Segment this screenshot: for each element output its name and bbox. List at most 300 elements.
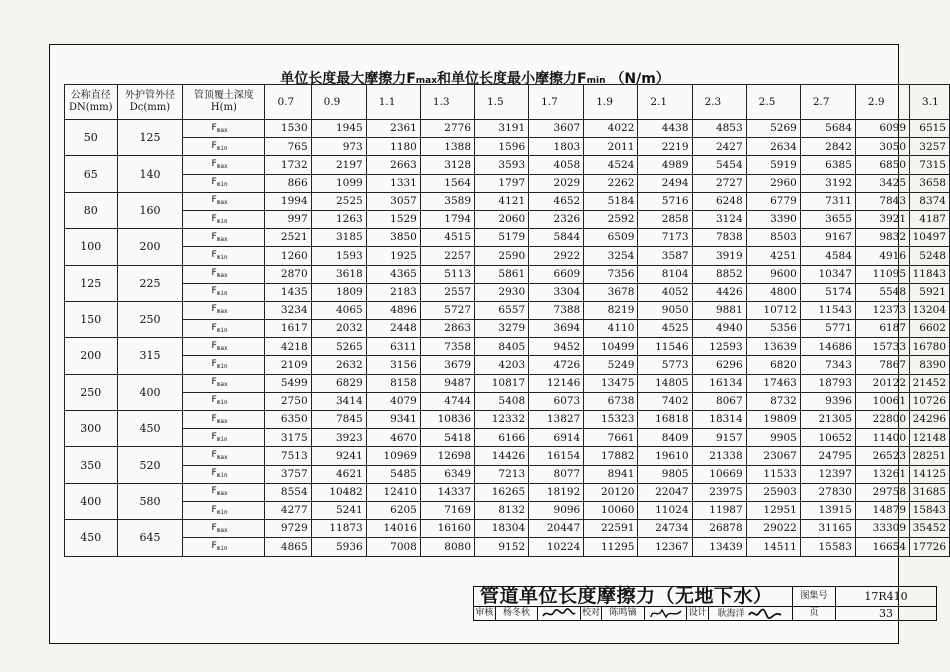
dn-cell: 125 xyxy=(65,265,118,301)
dn-cell: 200 xyxy=(65,338,118,374)
fmax-value: 7356 xyxy=(584,265,638,283)
fmin-value: 5485 xyxy=(366,465,420,483)
fmin-value: 4203 xyxy=(475,356,529,374)
fmin-value: 3254 xyxy=(584,247,638,265)
fmax-value: 15323 xyxy=(584,411,638,429)
signature-mark xyxy=(747,607,783,620)
dn-cell: 100 xyxy=(65,229,118,265)
fmax-label-base: F xyxy=(211,195,217,206)
dn-cell: 350 xyxy=(65,447,118,483)
fmin-label-subscript: min xyxy=(216,363,228,371)
fmin-value: 3304 xyxy=(529,283,584,301)
fmin-value: 8409 xyxy=(638,429,692,447)
fmax-label-subscript: max xyxy=(216,344,228,352)
fmin-value: 1529 xyxy=(366,210,420,228)
fmax-value: 8405 xyxy=(475,338,529,356)
header-depth-value: 1.7 xyxy=(529,85,584,120)
dc-cell: 140 xyxy=(117,156,183,192)
fmax-value: 15733 xyxy=(855,338,909,356)
fmin-value: 2109 xyxy=(265,356,311,374)
table-row xyxy=(65,501,950,519)
fmin-value: 4670 xyxy=(366,429,420,447)
dn-cell: 80 xyxy=(65,192,118,228)
fmin-value: 2448 xyxy=(366,320,420,338)
fmax-value: 9729 xyxy=(265,520,311,538)
header-depth-value: 2.7 xyxy=(800,85,855,120)
fmax-label-subscript: max xyxy=(216,162,228,170)
fmax-value: 4438 xyxy=(638,120,692,138)
fmin-value: 8067 xyxy=(692,392,746,410)
table-row xyxy=(65,447,950,465)
fmin-label xyxy=(183,138,265,156)
fmin-value: 3257 xyxy=(910,138,950,156)
fmax-value: 1530 xyxy=(265,120,311,138)
fmin-value: 12951 xyxy=(746,501,800,519)
fmin-value: 7169 xyxy=(420,501,474,519)
fmax-label-base: F xyxy=(211,522,217,533)
fmax-value: 13639 xyxy=(746,338,800,356)
fmax-value: 21305 xyxy=(800,411,855,429)
table-row xyxy=(65,429,950,447)
fmin-value: 2183 xyxy=(366,283,420,301)
fmin-value: 11533 xyxy=(746,465,800,483)
fmax-value: 10969 xyxy=(366,447,420,465)
fmax-value: 4365 xyxy=(366,265,420,283)
fmin-label xyxy=(183,392,265,410)
fmin-value: 3050 xyxy=(855,138,909,156)
fmin-value: 12397 xyxy=(800,465,855,483)
fmax-value: 17463 xyxy=(746,374,800,392)
fmin-value: 1263 xyxy=(311,210,366,228)
fmin-value: 997 xyxy=(265,210,311,228)
title-block xyxy=(473,586,937,621)
fmin-value: 2032 xyxy=(311,320,366,338)
fmin-value: 3175 xyxy=(265,429,311,447)
fmax-label-subscript: max xyxy=(216,526,228,534)
fmin-value: 2632 xyxy=(311,356,366,374)
fmax-value: 18314 xyxy=(692,411,746,429)
fmin-value: 4584 xyxy=(800,247,855,265)
fmax-label xyxy=(183,265,265,283)
fmax-value: 1994 xyxy=(265,192,311,210)
header-row xyxy=(65,85,950,120)
fmax-value: 19809 xyxy=(746,411,800,429)
fmin-value: 6820 xyxy=(746,356,800,374)
fmax-value: 6515 xyxy=(910,120,950,138)
fmin-value: 4426 xyxy=(692,283,746,301)
fmax-value: 4524 xyxy=(584,156,638,174)
dc-cell: 200 xyxy=(117,229,183,265)
fmax-label-base: F xyxy=(211,449,217,460)
fmax-value: 8852 xyxy=(692,265,746,283)
table-row xyxy=(65,138,950,156)
fmax-value: 21452 xyxy=(910,374,950,392)
fmin-value: 2029 xyxy=(529,174,584,192)
fmin-value: 1794 xyxy=(420,210,474,228)
fmin-label xyxy=(183,283,265,301)
fmin-value: 10060 xyxy=(584,501,638,519)
fmax-value: 12373 xyxy=(855,301,909,319)
fmax-value: 8554 xyxy=(265,483,311,501)
fmin-value: 4277 xyxy=(265,501,311,519)
fmax-value: 28251 xyxy=(910,447,950,465)
fmax-label xyxy=(183,483,265,501)
fmax-value: 11543 xyxy=(800,301,855,319)
fmax-value: 5184 xyxy=(584,192,638,210)
fmax-label xyxy=(183,447,265,465)
fmin-label-subscript: min xyxy=(216,435,228,443)
fmin-value: 3694 xyxy=(529,320,584,338)
fmin-value: 13915 xyxy=(800,501,855,519)
fmin-label-base: F xyxy=(211,468,217,479)
fmin-value: 2750 xyxy=(265,392,311,410)
fmin-value: 7343 xyxy=(800,356,855,374)
fmax-value: 31165 xyxy=(800,520,855,538)
fmax-value: 3593 xyxy=(475,156,529,174)
fmax-value: 18793 xyxy=(800,374,855,392)
fmax-value: 14426 xyxy=(475,447,529,465)
fmin-label-base: F xyxy=(211,322,217,333)
dc-cell: 645 xyxy=(117,520,183,556)
dn-cell: 150 xyxy=(65,301,118,337)
fmin-label-base: F xyxy=(211,213,217,224)
fmax-label-base: F xyxy=(211,377,217,388)
fmax-value: 19610 xyxy=(638,447,692,465)
fmax-value: 13475 xyxy=(584,374,638,392)
fmax-label-subscript: max xyxy=(216,417,228,425)
fmax-value: 7838 xyxy=(692,229,746,247)
fmax-value: 5727 xyxy=(420,301,474,319)
table-row xyxy=(65,392,950,410)
fmax-value: 18192 xyxy=(529,483,584,501)
fmax-value: 6311 xyxy=(366,338,420,356)
header-dc: 外护管外径 Dc(mm) xyxy=(117,85,183,120)
fmax-value: 9881 xyxy=(692,301,746,319)
fmin-label-base: F xyxy=(211,249,217,260)
fmax-value: 9487 xyxy=(420,374,474,392)
fmin-value: 9805 xyxy=(638,465,692,483)
fmin-value: 8390 xyxy=(910,356,950,374)
fmax-value: 9452 xyxy=(529,338,584,356)
fmin-value: 2634 xyxy=(746,138,800,156)
fmin-label-subscript: min xyxy=(216,253,228,261)
table-row xyxy=(65,301,950,319)
fmax-value: 20122 xyxy=(855,374,909,392)
review-label: 审核 xyxy=(474,607,496,621)
fmax-value: 20447 xyxy=(529,520,584,538)
fmin-value: 5248 xyxy=(910,247,950,265)
table-row xyxy=(65,320,950,338)
designer-name: 耿海洋 xyxy=(717,609,745,619)
fmax-value: 4065 xyxy=(311,301,366,319)
header-depth-value: 1.5 xyxy=(475,85,529,120)
fmax-value: 12146 xyxy=(529,374,584,392)
dn-cell: 50 xyxy=(65,120,118,156)
fmin-value: 2863 xyxy=(420,320,474,338)
fmin-value: 765 xyxy=(265,138,311,156)
fmin-label-base: F xyxy=(211,540,217,551)
fmin-value: 2727 xyxy=(692,174,746,192)
fmin-value: 3757 xyxy=(265,465,311,483)
fmax-value: 6509 xyxy=(584,229,638,247)
fmax-value: 12410 xyxy=(366,483,420,501)
fmin-value: 10726 xyxy=(910,392,950,410)
page-number: 33 xyxy=(836,607,937,621)
fmax-value: 16160 xyxy=(420,520,474,538)
header-dn: 公称直径 DN(mm) xyxy=(65,85,118,120)
fmin-value: 4726 xyxy=(529,356,584,374)
fmax-value: 16818 xyxy=(638,411,692,429)
fmax-value: 14805 xyxy=(638,374,692,392)
fmax-label xyxy=(183,192,265,210)
fmin-value: 3923 xyxy=(311,429,366,447)
fmax-value: 10497 xyxy=(910,229,950,247)
fmax-value: 9241 xyxy=(311,447,366,465)
header-depth-value: 2.1 xyxy=(638,85,692,120)
designer-cell xyxy=(709,607,793,621)
fmin-label xyxy=(183,501,265,519)
fmax-value: 7843 xyxy=(855,192,909,210)
fmax-value: 5499 xyxy=(265,374,311,392)
fmin-value: 6349 xyxy=(420,465,474,483)
reviewer-signature xyxy=(538,607,580,621)
fmin-value: 9396 xyxy=(800,392,855,410)
fmax-value: 26878 xyxy=(692,520,746,538)
fmin-value: 4621 xyxy=(311,465,366,483)
fmin-value: 1797 xyxy=(475,174,529,192)
fmin-value: 6166 xyxy=(475,429,529,447)
fmin-value: 7213 xyxy=(475,465,529,483)
checker-name: 陈鸣镝 xyxy=(602,607,644,621)
fmax-value: 8104 xyxy=(638,265,692,283)
fmax-value: 10347 xyxy=(800,265,855,283)
fmin-value: 14879 xyxy=(855,501,909,519)
table-row xyxy=(65,465,950,483)
fmax-value: 5265 xyxy=(311,338,366,356)
fmin-value: 7661 xyxy=(584,429,638,447)
fmin-value: 5408 xyxy=(475,392,529,410)
fmin-label xyxy=(183,356,265,374)
fmax-value: 2776 xyxy=(420,120,474,138)
fmax-value: 4652 xyxy=(529,192,584,210)
fmin-value: 2011 xyxy=(584,138,638,156)
fmax-value: 3185 xyxy=(311,229,366,247)
fmin-value: 3124 xyxy=(692,210,746,228)
friction-table xyxy=(64,84,950,557)
fmax-value: 6350 xyxy=(265,411,311,429)
fmin-value: 8732 xyxy=(746,392,800,410)
fmin-label-subscript: min xyxy=(216,508,228,516)
fmax-label-base: F xyxy=(211,231,217,242)
fmin-value: 5921 xyxy=(910,283,950,301)
fmin-label-subscript: min xyxy=(216,144,228,152)
fmin-value: 4744 xyxy=(420,392,474,410)
design-label: 设计 xyxy=(687,607,709,621)
fmin-label-subscript: min xyxy=(216,326,228,334)
fmax-value: 12593 xyxy=(692,338,746,356)
fmax-value: 2525 xyxy=(311,192,366,210)
fmin-value: 2842 xyxy=(800,138,855,156)
fmin-value: 10224 xyxy=(529,538,584,556)
header-depth-value: 1.3 xyxy=(420,85,474,120)
header-depth-value: 0.7 xyxy=(265,85,311,120)
fmax-label-base: F xyxy=(211,268,217,279)
fmax-value: 5861 xyxy=(475,265,529,283)
fmin-label-base: F xyxy=(211,395,217,406)
fmax-value: 9167 xyxy=(800,229,855,247)
fmax-label-base: F xyxy=(211,122,217,133)
fmax-value: 10712 xyxy=(746,301,800,319)
fmin-value: 6602 xyxy=(910,320,950,338)
table-row xyxy=(65,120,950,138)
fmin-value: 4800 xyxy=(746,283,800,301)
fmin-value: 6187 xyxy=(855,320,909,338)
fmin-value: 1564 xyxy=(420,174,474,192)
fmin-value: 2427 xyxy=(692,138,746,156)
table-row xyxy=(65,356,950,374)
dn-cell: 450 xyxy=(65,520,118,556)
fmax-value: 11546 xyxy=(638,338,692,356)
fmin-value: 1925 xyxy=(366,247,420,265)
fmin-value: 15583 xyxy=(800,538,855,556)
fmax-value: 5716 xyxy=(638,192,692,210)
fmin-value: 5249 xyxy=(584,356,638,374)
fmin-value: 6296 xyxy=(692,356,746,374)
fmin-label-base: F xyxy=(211,504,217,515)
fmin-value: 4110 xyxy=(584,320,638,338)
fmax-value: 24296 xyxy=(910,411,950,429)
fmax-label-subscript: max xyxy=(216,490,228,498)
fmax-value: 5179 xyxy=(475,229,529,247)
fmax-label-subscript: max xyxy=(216,199,228,207)
fmin-value: 15843 xyxy=(910,501,950,519)
dc-cell: 520 xyxy=(117,447,183,483)
fmin-value: 17726 xyxy=(910,538,950,556)
fmax-value: 16265 xyxy=(475,483,529,501)
header-depth-value: 2.9 xyxy=(855,85,909,120)
fmin-value: 1331 xyxy=(366,174,420,192)
fmax-value: 7845 xyxy=(311,411,366,429)
signature-mark xyxy=(541,607,577,620)
fmax-value: 29758 xyxy=(855,483,909,501)
fmax-value: 6099 xyxy=(855,120,909,138)
fmax-value: 22800 xyxy=(855,411,909,429)
fmin-label xyxy=(183,429,265,447)
fmax-value: 12332 xyxy=(475,411,529,429)
fmin-label-subscript: min xyxy=(216,544,228,552)
check-label: 校对 xyxy=(580,607,602,621)
fmin-value: 5771 xyxy=(800,320,855,338)
friction-table-container xyxy=(64,84,950,557)
fmax-value: 7513 xyxy=(265,447,311,465)
fmin-value: 8941 xyxy=(584,465,638,483)
fmin-value: 6738 xyxy=(584,392,638,410)
fmin-value: 3390 xyxy=(746,210,800,228)
dc-cell: 400 xyxy=(117,374,183,410)
fmin-value: 12367 xyxy=(638,538,692,556)
fmax-value: 11843 xyxy=(910,265,950,283)
table-row xyxy=(65,411,950,429)
fmin-value: 5773 xyxy=(638,356,692,374)
fmax-label xyxy=(183,120,265,138)
fmin-value: 2590 xyxy=(475,247,529,265)
table-title: 单位长度最大摩擦力Fmax和单位长度最小摩擦力Fmin （N/m） xyxy=(280,71,670,87)
fmax-value: 10482 xyxy=(311,483,366,501)
fmin-value: 7402 xyxy=(638,392,692,410)
fmax-label-subscript: max xyxy=(216,235,228,243)
fmin-label-base: F xyxy=(211,431,217,442)
header-depth-value: 2.5 xyxy=(746,85,800,120)
fmax-value: 2361 xyxy=(366,120,420,138)
checker-signature xyxy=(644,607,686,621)
fmin-value: 11987 xyxy=(692,501,746,519)
fmax-label-subscript: max xyxy=(216,381,228,389)
fmin-value: 3425 xyxy=(855,174,909,192)
fmin-value: 5936 xyxy=(311,538,366,556)
fmax-label-subscript: max xyxy=(216,453,228,461)
fmax-value: 25903 xyxy=(746,483,800,501)
fmax-value: 29022 xyxy=(746,520,800,538)
fmax-value: 14337 xyxy=(420,483,474,501)
fmax-value: 9050 xyxy=(638,301,692,319)
fmin-value: 4525 xyxy=(638,320,692,338)
fmax-value: 7315 xyxy=(910,156,950,174)
fmin-value: 3919 xyxy=(692,247,746,265)
fmax-value: 4218 xyxy=(265,338,311,356)
fmin-label xyxy=(183,247,265,265)
fmax-label-base: F xyxy=(211,158,217,169)
fmax-value: 16154 xyxy=(529,447,584,465)
fmax-value: 6779 xyxy=(746,192,800,210)
fmin-value: 2930 xyxy=(475,283,529,301)
fmax-value: 22591 xyxy=(584,520,638,538)
fmax-value: 8374 xyxy=(910,192,950,210)
table-row xyxy=(65,483,950,501)
fmax-value: 5919 xyxy=(746,156,800,174)
dc-cell: 250 xyxy=(117,301,183,337)
table-row xyxy=(65,174,950,192)
fmin-value: 11024 xyxy=(638,501,692,519)
page-label: 页 xyxy=(793,607,836,621)
fmin-value: 8132 xyxy=(475,501,529,519)
table-body xyxy=(65,120,950,557)
dc-cell: 125 xyxy=(117,120,183,156)
fmax-value: 12698 xyxy=(420,447,474,465)
atlas-label: 图集号 xyxy=(793,587,836,607)
fmax-value: 35452 xyxy=(910,520,950,538)
table-row xyxy=(65,265,950,283)
fmax-value: 5684 xyxy=(800,120,855,138)
fmax-value: 1945 xyxy=(311,120,366,138)
fmin-value: 6205 xyxy=(366,501,420,519)
fmin-value: 1180 xyxy=(366,138,420,156)
fmax-value: 13827 xyxy=(529,411,584,429)
dc-cell: 160 xyxy=(117,192,183,228)
dn-cell: 250 xyxy=(65,374,118,410)
fmax-value: 24734 xyxy=(638,520,692,538)
fmax-value: 13204 xyxy=(910,301,950,319)
fmax-label-subscript: max xyxy=(216,126,228,134)
fmax-value: 3607 xyxy=(529,120,584,138)
fmax-label xyxy=(183,229,265,247)
fmax-label xyxy=(183,411,265,429)
fmax-label xyxy=(183,156,265,174)
fmax-value: 2521 xyxy=(265,229,311,247)
fmin-label-base: F xyxy=(211,359,217,370)
header-depth-value: 1.1 xyxy=(366,85,420,120)
header-depth-value: 2.3 xyxy=(692,85,746,120)
fmin-label xyxy=(183,538,265,556)
